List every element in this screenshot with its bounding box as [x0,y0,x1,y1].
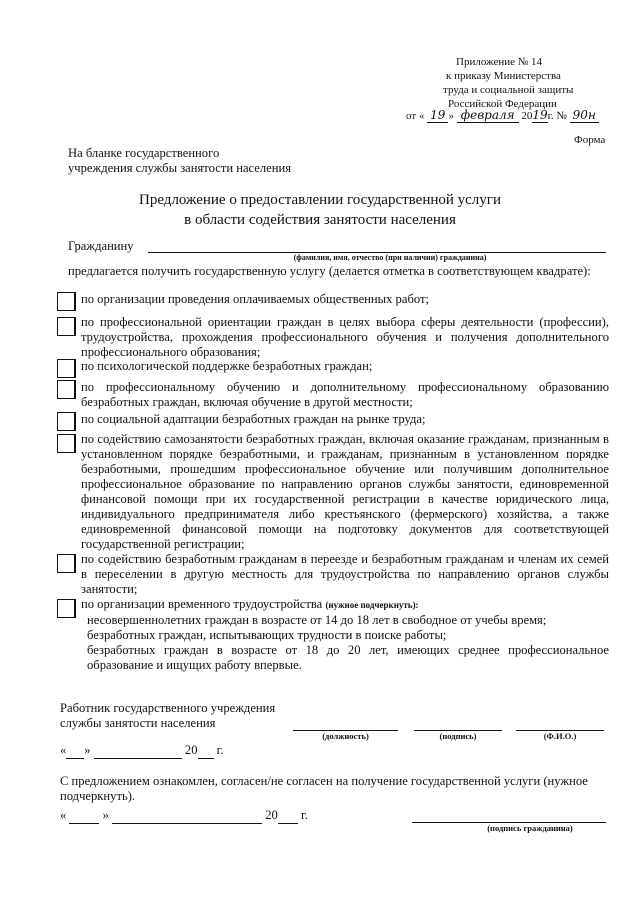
offer-text: предлагается получить государственную услугу (делается отметка в соответствующем квадрате): [68,264,591,278]
citizen-label: Гражданину [68,239,134,253]
date-open: « [60,743,67,757]
option-checkbox[interactable] [57,599,76,618]
option-text: по содействию самозанятости безработных граждан, включая оказание гражданам, признанным в установленном порядке безработными, и гражданам, признанным в установленном порядке безработными, прошедшим профессиональное обучение или получившим дополнительное профессиональное образование по направлению органов службы занятости, единовременной финансовой помощи при их государственной регистрации в качестве юридического лица, индивидуального предпринимателя либо крестьянского (фермерского) хозяйства, а также единовременной финансовой помощи на подготовку документов для соответствующей государственной регистрации; [81,432,609,551]
consent-day-field[interactable] [69,808,99,824]
year-prefix: 20 [521,110,533,122]
option-5[interactable] [57,412,609,432]
option-7[interactable] [57,552,609,598]
worker-month-field[interactable] [94,743,182,759]
appendix-line-3: труда и социальной защиты [443,84,574,96]
date-prefix: от « [406,110,425,122]
option-checkbox[interactable] [57,380,76,399]
date-open: « [60,808,67,822]
blank-line-2: учреждения службы занятости населения [68,161,292,175]
appendix-block [443,55,616,111]
temp-item-2: безработных граждан, испытывающих трудности в поиске работы; [87,628,447,642]
appendix-line-1: Приложение № 14 [456,56,543,68]
year-suffix: г. № [547,110,567,122]
option-text: по профессиональной ориентации граждан в целях выбора сферы деятельности (профессии), трудоустройства, прохождения профессионального обучения и получения дополнительного профессионального образования; [81,315,609,359]
option-checkbox[interactable] [57,434,76,453]
option-text: по содействию безработным гражданам в переезде и безработным гражданам и членам их семей в переселении в другую местность для трудоустройства по направлению органов службы занятости; [81,552,609,596]
worker-year-suffix: г. [216,743,224,757]
worker-day-field[interactable] [66,743,84,759]
fio-caption: (Ф.И.О.) [543,731,577,741]
option-checkbox[interactable] [57,292,76,311]
worker-year-field[interactable] [198,743,214,759]
option-text: по профессиональному обучению и дополнительному профессиональному образованию безработных граждан, включая обучение в другой местности; [81,380,609,409]
option-text: по психологической поддержке безработных граждан; [81,359,373,373]
citizen-caption: (фамилия, имя, отчество (при наличии) гражданина) [293,253,487,262]
temp-note: (нужное подчеркнуть): [325,600,419,610]
appendix-year: 19 [532,108,548,122]
worker-date [60,743,320,759]
option-4[interactable] [57,380,609,412]
date-close: » [102,808,109,822]
option-checkbox[interactable] [57,317,76,336]
consent-year-field[interactable] [278,808,298,824]
title-line-1: Предложение о предоставлении государственной услуги [139,192,501,208]
temp-item-3: безработных граждан в возрасте от 18 до 20 лет, имеющих среднее профессиональное образование и ищущих работу впервые. [87,643,609,672]
consent-year-suffix: г. [300,808,308,822]
option-1[interactable] [57,292,609,312]
worker-line-1: Работник государственного учреждения [60,701,276,715]
position-caption: (должность) [322,731,369,741]
appendix-month: февраля [457,108,519,123]
option-text: по организации проведения оплачиваемых общественных работ; [81,292,429,306]
consent-year-prefix: 20 [265,808,278,822]
option-2[interactable] [57,315,609,361]
citizen-signature-caption: (подпись гражданина) [487,823,573,833]
appendix-line-4: Российской Федерации [448,98,557,110]
consent-text: С предложением ознакомлен, согласен/не согласен на получение государственной услуги (нужное подчеркнуть). [60,774,588,803]
option-3[interactable] [57,359,609,379]
worker-line-2: службы занятости населения [60,716,216,730]
appendix-day: 19 [427,108,448,123]
option-checkbox[interactable] [57,359,76,378]
option-checkbox[interactable] [57,412,76,431]
option-6[interactable] [57,432,609,552]
appendix-date-line [406,108,626,123]
worker-year-prefix: 20 [184,743,198,757]
consent-month-field[interactable] [112,808,262,824]
option-8-temporary-employment[interactable] [57,597,609,677]
blank-line-1: На бланке государственного [68,146,220,160]
option-text [81,597,609,673]
date-mid: » [448,110,454,122]
date-close: » [84,743,91,757]
temp-label: по организации временного трудоустройства [81,597,323,611]
temp-item-1: несовершеннолетних граждан в возрасте от 14 до 18 лет в свободное от учебы время; [87,613,547,627]
option-text: по социальной адаптации безработных граждан на рынке труда; [81,412,426,426]
appendix-number: 90н [570,108,599,123]
form-label: Форма [574,134,606,146]
consent-date [60,808,360,824]
option-checkbox[interactable] [57,554,76,573]
title-line-2: в области содействия занятости населения [184,212,456,228]
signature-caption: (подпись) [439,731,477,741]
appendix-line-2: к приказу Министерства [446,70,561,82]
